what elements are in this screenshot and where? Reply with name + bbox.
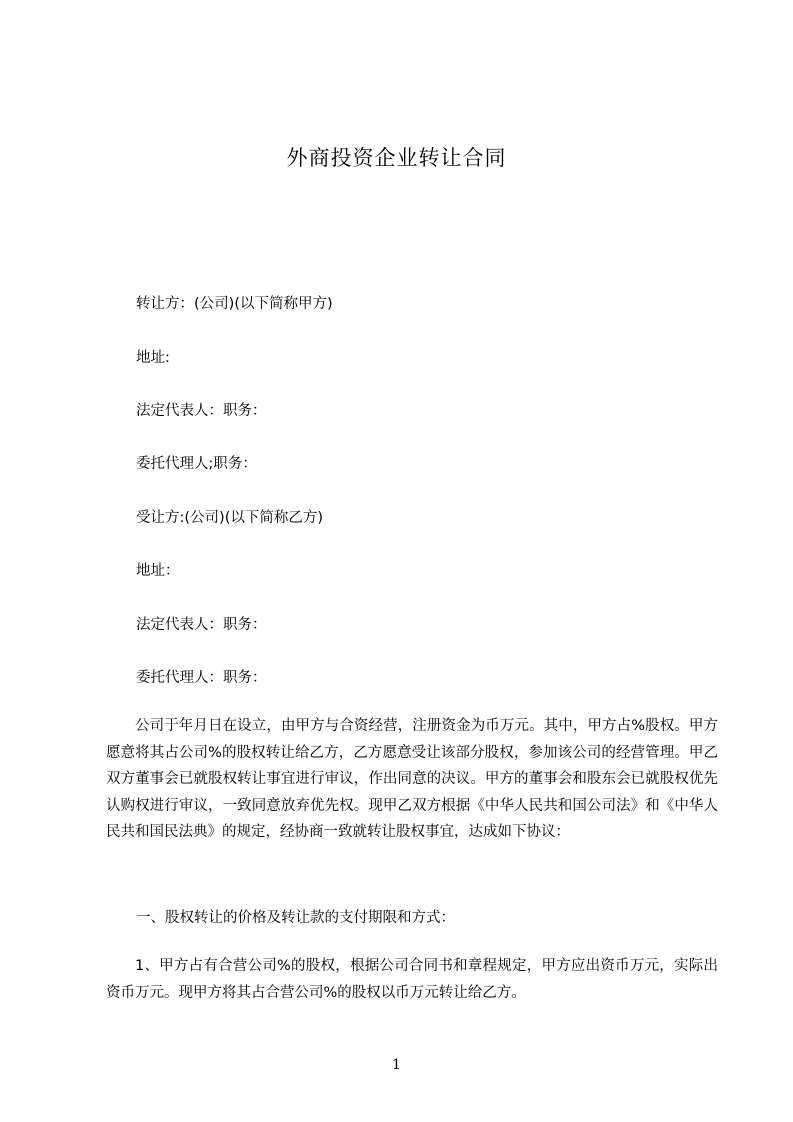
transferor-legal-rep-line: 法定代表人：职务： — [136, 403, 267, 419]
intro-paragraph: 公司于年月日在设立，由甲方与合资经营，注册资金为币万元。其中，甲方占%股权。甲方愿意将其占公司%的股权转让给乙方，乙方愿意受让该部分股权，参加该公司的经营管理。甲乙双方董事会已就股权转让事宜进行审议，作出同意的决议。甲方的董事会和股东会已就股权优先认购权进行审议，一致同意放弃优先权。现甲乙双方根据《中华人民共和国公司法》和《中华人民共和国民法典》的规定，经协商一致就转让股权事宜，达成如下协议： — [106, 718, 718, 840]
section-1-heading: 一、股权转让的价格及转让款的支付期限和方式： — [136, 910, 455, 926]
transferee-agent-line: 委托代理人：职务： — [136, 670, 267, 686]
document-title: 外商投资企业转让合同 — [286, 146, 507, 170]
page-number: 1 — [392, 1057, 401, 1073]
transferee-legal-rep-line: 法定代表人：职务： — [136, 617, 267, 633]
transferor-line: 转让方：(公司)(以下简称甲方) — [136, 296, 333, 312]
transferee-address-line: 地址： — [136, 563, 180, 579]
transferor-agent-line: 委托代理人;职务： — [136, 456, 257, 472]
clause-1-paragraph: 1、甲方占有合营公司%的股权，根据公司合同书和章程规定，甲方应出资币万元，实际出资币万元。现甲方将其占合营公司%的股权以币万元转让给乙方。 — [106, 958, 718, 1001]
transferor-address-line: 地址: — [136, 350, 170, 366]
transferee-line: 受让方:(公司)(以下简称乙方) — [136, 510, 324, 526]
